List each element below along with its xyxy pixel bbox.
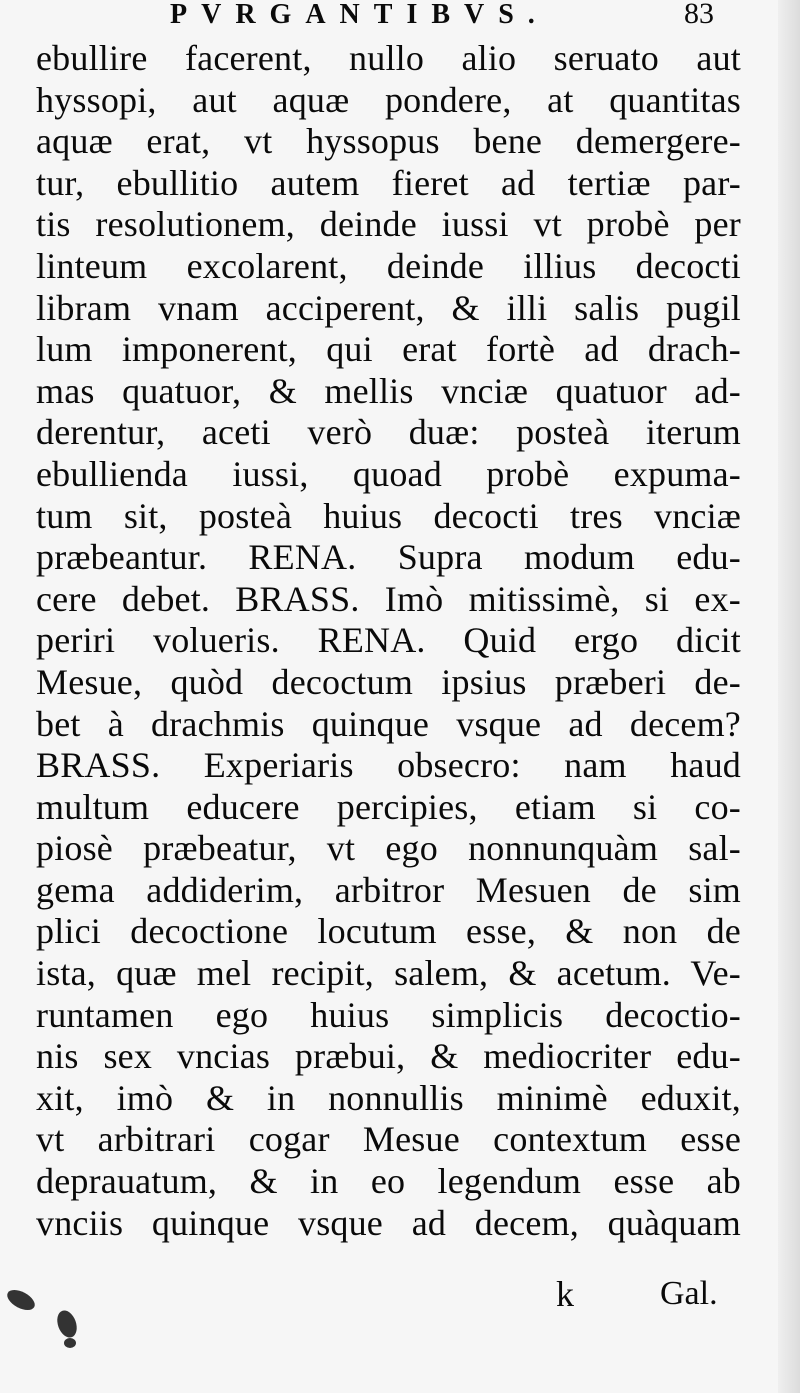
- text-line: tis resolutionem, deinde iussi vt probè per: [36, 204, 741, 245]
- page-edge-shadow: [778, 0, 800, 1393]
- signature-mark: k: [556, 1274, 574, 1314]
- text-line: plici decoctione locutum esse, & non de: [36, 911, 741, 952]
- text-line: linteum excolarent, deinde illius decocti: [36, 245, 741, 286]
- text-line: ebullienda iussi, quoad probè expuma-: [36, 453, 741, 494]
- text-line: libram vnam acciperent, & illi salis pugil: [36, 287, 741, 328]
- text-line: deprauatum, & in eo legendum esse ab: [36, 1161, 741, 1202]
- catchword: Gal.: [660, 1275, 718, 1312]
- ink-blot: [64, 1338, 76, 1348]
- text-line: BRASS. Experiaris obsecro: nam haud: [36, 745, 741, 786]
- text-line: bet à drachmis quinque vsque ad decem?: [36, 703, 741, 744]
- text-line: tum sit, posteà huius decocti tres vnciæ: [36, 495, 741, 536]
- text-line: derentur, aceti verò duæ: posteà iterum: [36, 412, 741, 453]
- text-line: xit, imò & in nonnullis minimè eduxit,: [36, 1077, 741, 1118]
- text-line: cere debet. BRASS. Imò mitissimè, si ex-: [36, 578, 741, 619]
- page-footer: [0, 1270, 800, 1320]
- text-line: nis sex vncias præbui, & mediocriter edu-: [36, 1036, 741, 1077]
- page-header: [0, 0, 800, 40]
- text-line: vt arbitrari cogar Mesue contextum esse: [36, 1119, 741, 1160]
- text-line: multum educere percipies, etiam si co-: [36, 786, 741, 827]
- text-line: mas quatuor, & mellis vnciæ quatuor ad-: [36, 370, 741, 411]
- running-head: PVRGANTIBVS.: [170, 0, 549, 30]
- text-line: ista, quæ mel recipit, salem, & acetum. Ve-: [36, 953, 741, 994]
- body-text: [36, 38, 741, 1244]
- text-line: hyssopi, aut aquæ pondere, at quantitas: [36, 79, 741, 120]
- page-number: 83: [684, 0, 714, 30]
- text-line: piosè præbeatur, vt ego nonnunquàm sal-: [36, 828, 741, 869]
- text-line: ebullire facerent, nullo alio seruato aut: [36, 38, 741, 78]
- text-line: Mesue, quòd decoctum ipsius præberi de-: [36, 661, 741, 702]
- text-line: runtamen ego huius simplicis decoctio-: [36, 994, 741, 1035]
- text-line: aquæ erat, vt hyssopus bene demergere-: [36, 121, 741, 162]
- text-line: præbeantur. RENA. Supra modum edu-: [36, 537, 741, 578]
- text-line: vnciis quinque vsque ad decem, quàquam: [36, 1202, 741, 1243]
- text-line: tur, ebullitio autem fieret ad tertiæ par-: [36, 162, 741, 203]
- text-line: periri volueris. RENA. Quid ergo dicit: [36, 620, 741, 661]
- text-line: lum imponerent, qui erat fortè ad drach-: [36, 329, 741, 370]
- text-line: gema addiderim, arbitror Mesuen de sim: [36, 869, 741, 910]
